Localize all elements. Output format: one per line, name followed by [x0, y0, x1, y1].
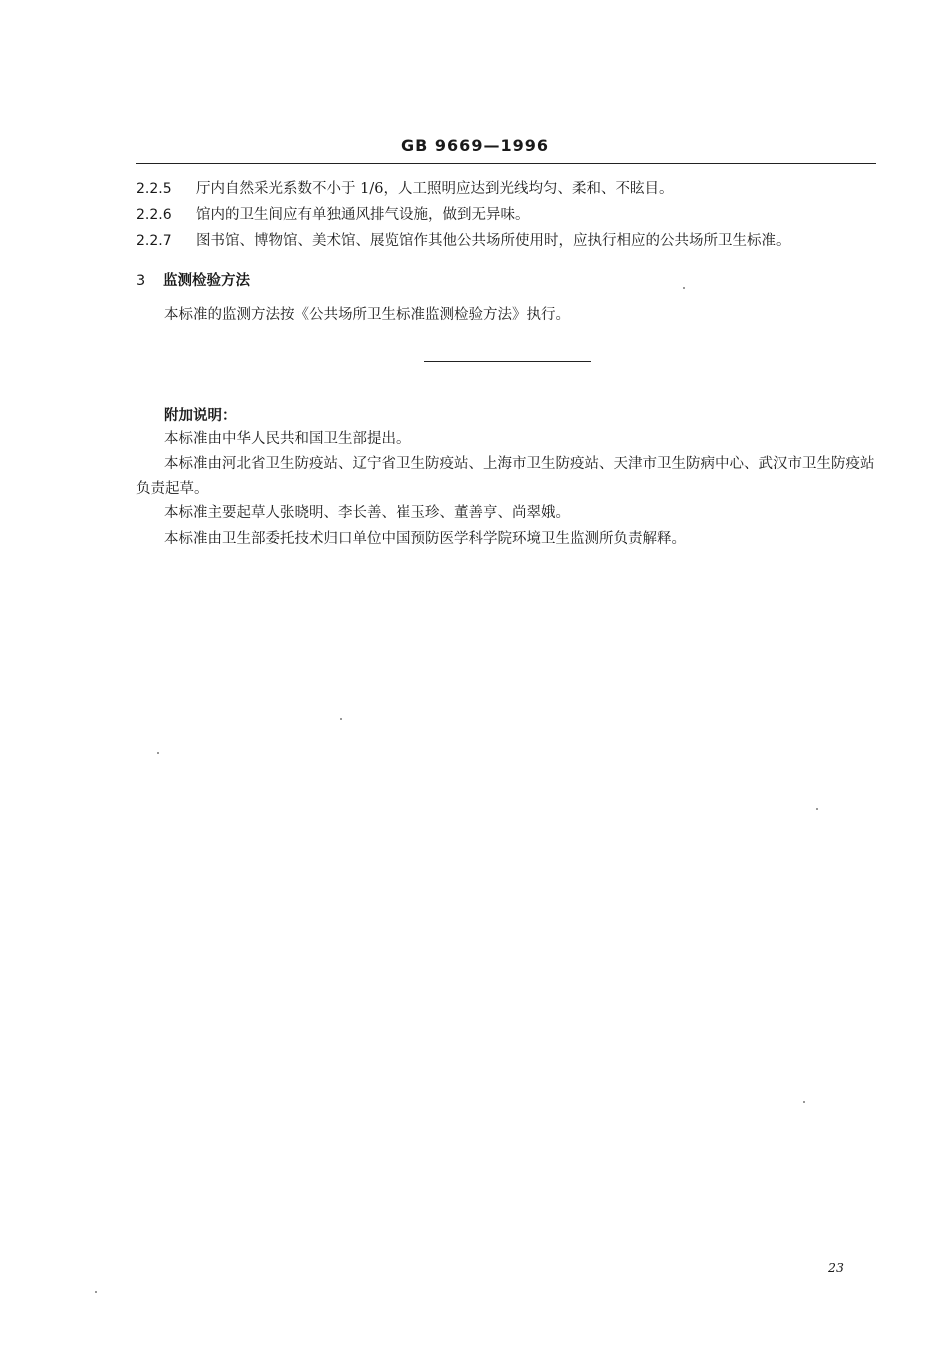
section-title: 监测检验方法 — [163, 273, 250, 289]
scan-speck — [95, 1291, 97, 1293]
scan-speck — [803, 1101, 805, 1103]
note-line: 本标准由中华人民共和国卫生部提出。 — [164, 431, 411, 447]
clause-text: 厅内自然采光系数不小于 1/6，人工照明应达到光线均匀、柔和、不眩目。 — [196, 181, 674, 197]
clause-number: 2.2.6 — [136, 207, 172, 223]
clause-number: 2.2.7 — [136, 233, 172, 249]
clause-text: 馆内的卫生间应有单独通风排气设施，做到无异味。 — [196, 207, 530, 223]
scan-speck — [340, 718, 342, 720]
standard-code-header: GB 9669—1996 — [401, 136, 549, 155]
scan-speck — [816, 808, 818, 810]
page-number: 23 — [828, 1260, 844, 1275]
note-line: 本标准主要起草人张晓明、李长善、崔玉珍、董善亨、尚翠娥。 — [164, 505, 570, 521]
clause-2-2-6 — [136, 205, 530, 225]
header-divider — [136, 163, 876, 164]
section-3-body: 本标准的监测方法按《公共场所卫生标准监测检验方法》执行。 — [164, 307, 570, 323]
clause-text: 图书馆、博物馆、美术馆、展览馆作其他公共场所使用时，应执行相应的公共场所卫生标准。 — [196, 233, 791, 249]
additional-notes-title: 附加说明： — [164, 408, 237, 424]
scan-speck — [157, 752, 159, 754]
clause-number: 2.2.5 — [136, 181, 172, 197]
section-3-heading — [136, 269, 250, 290]
clause-2-2-7 — [136, 231, 791, 251]
note-line: 本标准由河北省卫生防疫站、辽宁省卫生防疫站、上海市卫生防疫站、天津市卫生防病中心、武汉市卫生防疫站负责起草。 — [136, 456, 875, 497]
note-line: 本标准由卫生部委托技术归口单位中国预防医学科学院环境卫生监测所负责解释。 — [164, 531, 686, 547]
end-of-text-rule — [424, 361, 591, 362]
scan-speck — [683, 287, 685, 289]
clause-2-2-5 — [136, 179, 673, 199]
section-number: 3 — [136, 273, 146, 289]
